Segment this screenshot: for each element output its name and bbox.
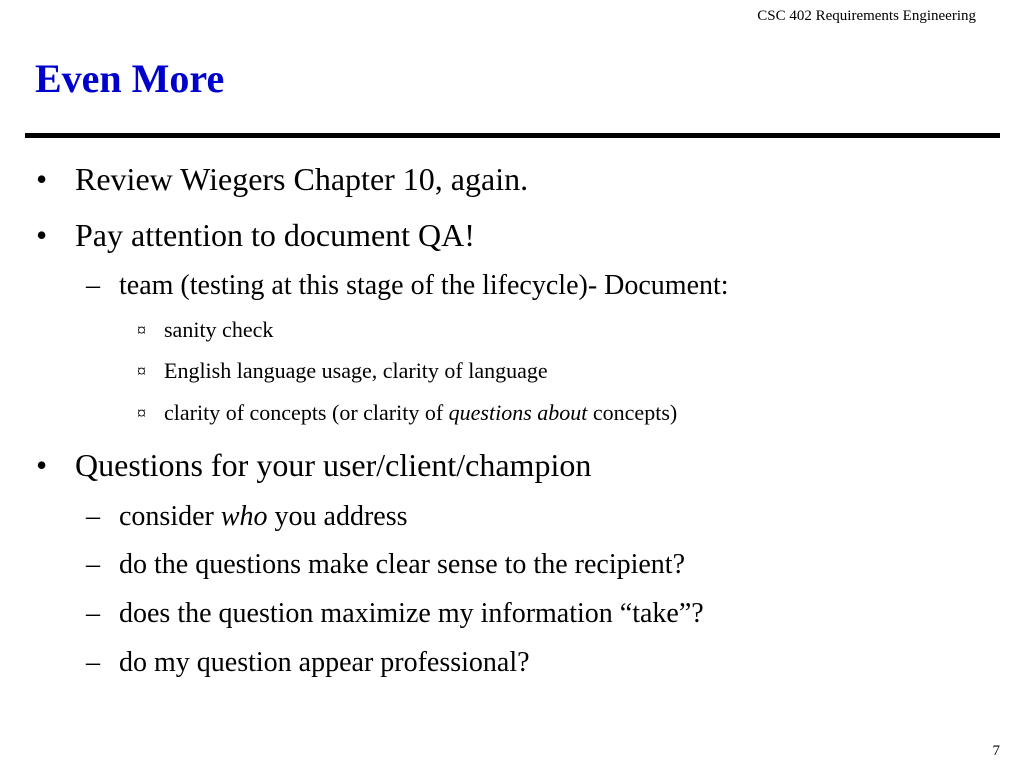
currency-sign-icon: ¤	[137, 403, 146, 423]
bullet-dot-icon: •	[36, 217, 48, 253]
text-segment: concepts)	[587, 400, 678, 425]
bullet-dot-icon: •	[36, 161, 48, 197]
currency-sign-icon: ¤	[137, 361, 146, 381]
sub-bullet-text: do the questions make clear sense to the recipient?	[119, 549, 686, 580]
sub-sub-bullet-text	[164, 400, 677, 426]
emphasized-text: who	[220, 501, 268, 532]
bullet-text: Pay attention to document QA!	[75, 217, 475, 253]
course-header: CSC 402 Requirements Engineering	[757, 8, 976, 24]
text-segment: consider	[119, 501, 221, 532]
dash-icon: –	[86, 598, 100, 629]
sub-sub-bullet-text: English language usage, clarity of language	[164, 358, 548, 383]
dash-icon: –	[86, 270, 100, 301]
text-segment: you address	[267, 501, 408, 532]
dash-icon: –	[86, 549, 100, 580]
text-segment: clarity of concepts (or clarity of	[164, 400, 449, 425]
bullet-dot-icon: •	[36, 447, 48, 483]
emphasized-text: questions about	[448, 400, 588, 425]
bullet-text: Review Wiegers Chapter 10, again.	[75, 161, 529, 197]
dash-icon: –	[86, 647, 100, 678]
bullet-text: Questions for your user/client/champion	[75, 447, 592, 483]
sub-bullet-text: team (testing at this stage of the lifecycle)- Document:	[119, 270, 729, 301]
slide-title: Even More	[35, 56, 225, 101]
sub-bullet-text	[119, 501, 408, 533]
sub-sub-bullet-text: sanity check	[164, 317, 274, 342]
currency-sign-icon: ¤	[137, 320, 146, 340]
sub-bullet-text: do my question appear professional?	[119, 647, 530, 678]
sub-bullet-text: does the question maximize my information “take”?	[119, 598, 704, 629]
page-number: 7	[992, 743, 1000, 759]
dash-icon: –	[86, 501, 100, 532]
